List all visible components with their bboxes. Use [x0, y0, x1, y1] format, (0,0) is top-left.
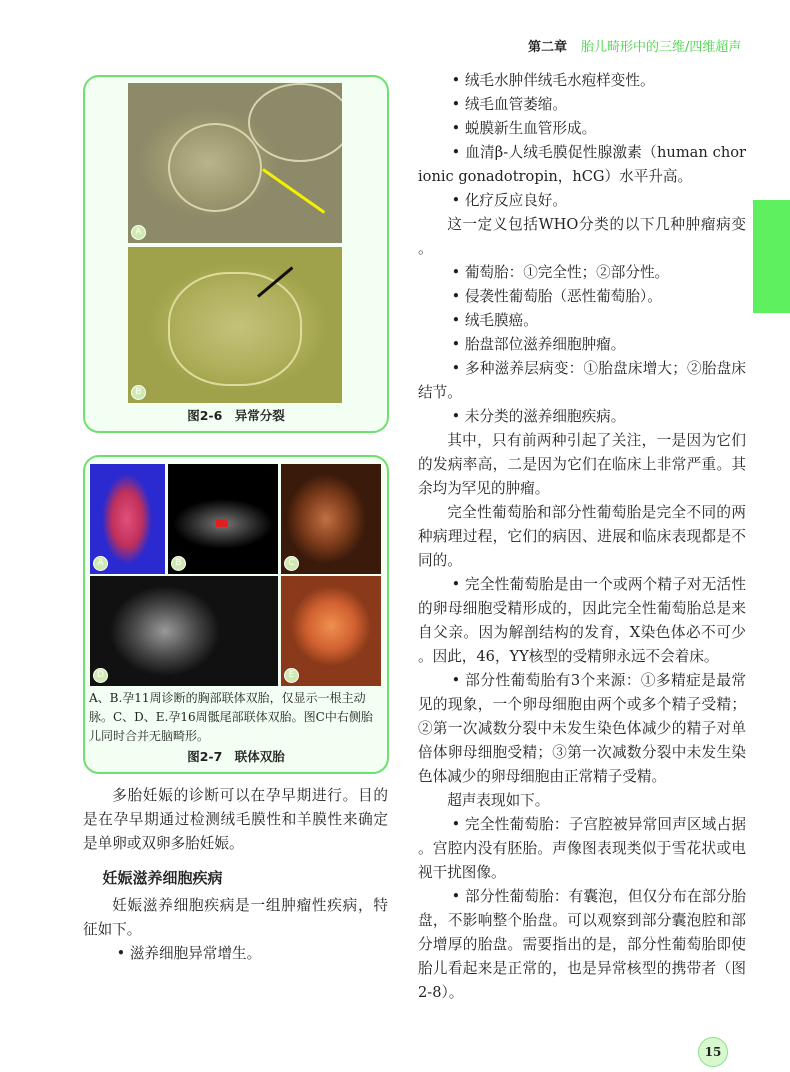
bullet-item: • 胎盘部位滋养细胞肿瘤。	[451, 336, 626, 353]
paragraph: 其中，只有前两种引起了关注，一是因为它们的发病率高，二是因为它们在临床上非常严重。其余均为罕见的肿瘤。	[418, 432, 746, 497]
paragraph: 妊娠滋养细胞疾病是一组肿瘤性疾病，特征如下。	[83, 897, 388, 938]
panel-label: A	[131, 225, 146, 240]
figure-2-6	[83, 75, 389, 433]
figure-2-7-images	[85, 457, 387, 689]
bullet-item: • 滋养细胞异常增生。	[116, 945, 262, 962]
chapter-label: 第二章	[528, 40, 568, 55]
bullet-item: • 化疗反应良好。	[451, 192, 567, 209]
bullet-item: • 葡萄胎：①完全性；②部分性。	[451, 264, 670, 281]
bullet-item: • 部分性葡萄胎有3个来源：①多精症是最常见的现象，一个卵母细胞由两个或多个精子受精；②第一次减数分裂中未发生染色体减少的精子对单倍体卵母细胞受精；③第一次减数分裂中未发生染色体减少的卵母细胞由正常精子受精。	[418, 672, 746, 785]
figure-2-6-image-b	[128, 247, 342, 403]
figure-2-7-caption: 图2-7 联体双胎	[187, 749, 285, 764]
running-header	[528, 36, 741, 55]
paragraph: 这一定义包括WHO分类的以下几种肿瘤病变。	[418, 216, 746, 257]
page-number: 15	[698, 1037, 728, 1067]
bullet-item: • 绒毛膜癌。	[451, 312, 538, 329]
figure-2-7-image-d	[90, 576, 278, 686]
figure-2-7-note: A、B.孕11周诊断的胸部联体双胎，仅显示一根主动脉。C、D、E.孕16周骶尾部联体双胎。图C中右侧胎儿同时合并无脑畸形。	[89, 691, 373, 743]
bullet-item: • 完全性葡萄胎：子宫腔被异常回声区域占据。宫腔内没有胚胎。声像图表现类似于雪花状或电视干扰图像。	[418, 816, 746, 881]
panel-label: B	[171, 556, 186, 571]
figure-2-6-caption: 图2-6 异常分裂	[187, 408, 285, 423]
paragraph: 完全性葡萄胎和部分性葡萄胎是完全不同的两种病理过程，它们的病因、进展和临床表现都是不同的。	[418, 504, 746, 569]
paragraph: 超声表现如下。	[447, 792, 550, 809]
bullet-item: • 多种滋养层病变：①胎盘床增大；②胎盘床结节。	[418, 360, 746, 401]
bullet-item: • 完全性葡萄胎是由一个或两个精子对无活性的卵母细胞受精形成的，因此完全性葡萄胎总是来自父亲。因为解剖结构的发育，X染色体必不可少。因此，46，YY核型的受精卵永远不会着床。	[418, 576, 746, 665]
panel-label: E	[284, 668, 299, 683]
bullet-item: • 绒毛水肿伴绒毛水疱样变性。	[451, 72, 655, 89]
paragraph: 多胎妊娠的诊断可以在孕早期进行。目的是在孕早期通过检测绒毛膜性和羊膜性来确定是单卵或双卵多胎妊娠。	[83, 787, 388, 852]
bullet-item: • 侵袭性葡萄胎（恶性葡萄胎）。	[451, 288, 662, 305]
figure-2-7-image-e	[281, 576, 381, 686]
figure-2-7-image-b	[168, 464, 278, 574]
bullet-item: • 部分性葡萄胎：有囊泡，但仅分布在部分胎盘，不影响整个胎盘。可以观察到部分囊泡腔和部分增厚的胎盘。需要指出的是，部分性葡萄胎即使胎儿看起来是正常的，也是异常核型的携带者（图2-8）。	[418, 888, 746, 1001]
bullet-item: • 蜕膜新生血管形成。	[451, 120, 597, 137]
figure-2-6-image-a	[128, 83, 342, 243]
bullet-item: • 血清β-人绒毛膜促性腺激素（human chorionic gonadotropin，hCG）水平升高。	[418, 144, 746, 185]
section-heading: 妊娠滋养细胞疾病	[102, 869, 223, 887]
chapter-title: 胎儿畸形中的三维/四维超声	[581, 40, 742, 55]
bullet-item: • 绒毛血管萎缩。	[451, 96, 567, 113]
bullet-item: • 未分类的滋养细胞疾病。	[451, 408, 626, 425]
panel-label: C	[284, 556, 299, 571]
figure-2-7	[83, 455, 389, 774]
chapter-tab	[753, 200, 790, 313]
figure-2-7-image-c	[281, 464, 381, 574]
figure-2-6-images	[85, 77, 387, 405]
left-column-text	[83, 784, 388, 966]
panel-label: A	[93, 556, 108, 571]
left-column	[83, 75, 389, 966]
figure-2-7-image-a	[90, 464, 165, 574]
panel-label: B	[131, 385, 146, 400]
panel-label: D	[93, 668, 108, 683]
right-column-text	[418, 69, 746, 1005]
